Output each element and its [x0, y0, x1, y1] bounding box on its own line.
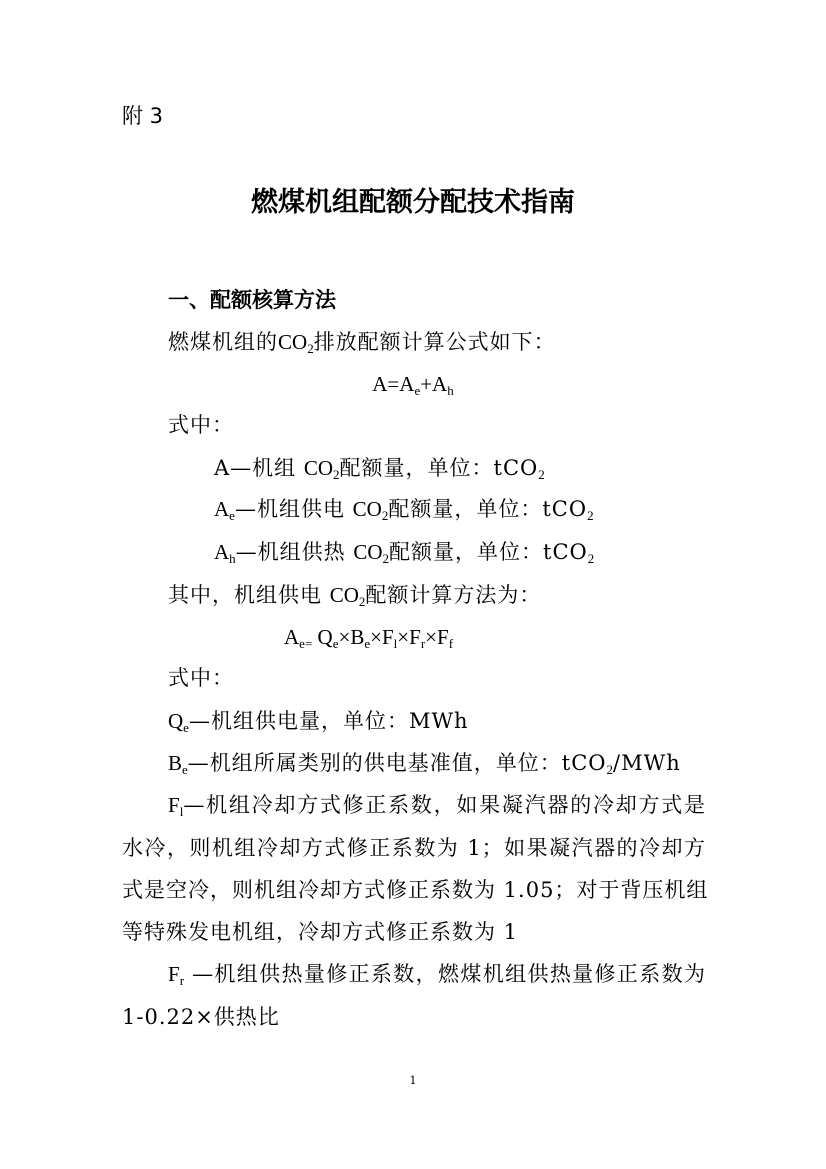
- formula-supply-allowance: $A_{e=}$ $Q_e\times B_e\times F_l\times F_r\times F_f$: [284, 625, 454, 651]
- definition-A: A—机组 $CO_2$配额量，单位：tCO$_2$: [214, 456, 545, 482]
- definition-Qe: $Q_e—$机组供电量，单位：MWh: [168, 709, 469, 735]
- where-label-1: 式中：: [168, 413, 234, 437]
- document-title: 燃煤机组配额分配技术指南: [251, 187, 575, 218]
- attachment-label: 附 3: [122, 104, 164, 128]
- definition-Fr-line-1: $F_r$ —机组供热量修正系数，燃煤机组供热量修正系数为: [168, 962, 706, 988]
- definition-Fl-line-2: 水冷，则机组冷却方式修正系数为 1；如果凝汽器的冷却方: [122, 836, 706, 860]
- definition-Fr-line-2: 1-0.22×供热比: [122, 1005, 280, 1029]
- page-number: 1: [409, 1074, 417, 1087]
- intro-paragraph: 燃煤机组的$CO_2$排放配额计算公式如下：: [168, 330, 556, 356]
- formula-total-allowance: $A=A_e+A_h$: [372, 372, 454, 398]
- definition-Fl-line-4: 等特殊发电机组，冷却方式修正系数为 1: [122, 920, 519, 944]
- definition-Be: $B_e—$机组所属类别的供电基准值，单位：tCO$_2$/MWh: [168, 751, 681, 777]
- definition-Fl-line-1: $F_l—$机组冷却方式修正系数，如果凝汽器的冷却方式是: [168, 793, 706, 819]
- definition-Fl-line-3: 式是空冷，则机组冷却方式修正系数为 1.05；对于背压机组: [122, 878, 709, 902]
- definition-Ae: $A_e—$机组供电 $CO_2$配额量，单位：tCO$_2$: [214, 497, 594, 523]
- definition-Ah: $A_h—$机组供热 $CO_2$配额量，单位：tCO$_2$: [214, 540, 595, 566]
- where-label-2: 式中：: [168, 666, 234, 690]
- section-heading: 一、配额核算方法: [168, 288, 336, 312]
- supply-allowance-intro: 其中，机组供电 $CO_2$配额计算方法为：: [168, 583, 542, 609]
